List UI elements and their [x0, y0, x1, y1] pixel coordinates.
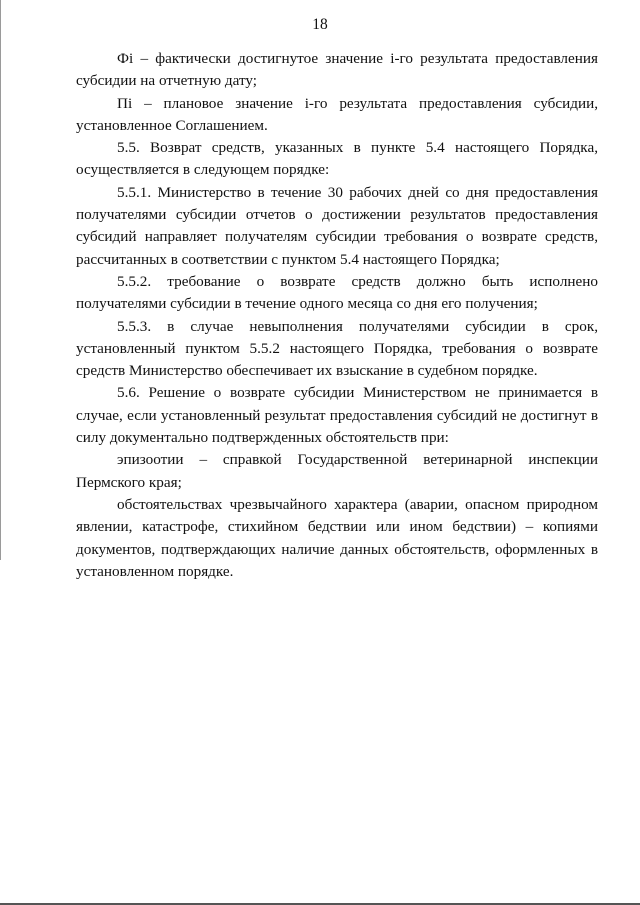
document-body: [76, 48, 598, 583]
paragraph-emergency: обстоятельствах чрезвычайного характера (аварии, опасном природном явлении, катастрофе, стихийном бедствии или ином бедствии) – копиями документов, подтверждающих наличие данных обстоятельств, оформленных в установленном порядке.: [76, 495, 598, 580]
paragraph-pi-definition: Пi – плановое значение i-го результата предоставления субсидии, установленное Соглашением.: [76, 94, 598, 134]
paragraph-epizootic: эпизоотии – справкой Государственной ветеринарной инспекции Пермского края;: [76, 451, 598, 491]
paragraph-5-5-2: 5.5.2. требование о возврате средств должно быть исполнено получателями субсидии в течение одного месяца со дня его получения;: [76, 272, 598, 313]
paragraph-5-5: 5.5. Возврат средств, указанных в пункте 5.4 настоящего Порядка, осуществляется в следующем порядке:: [76, 139, 598, 179]
paragraph-5-5-3: 5.5.3. в случае невыполнения получателями субсидии в срок, установленный пунктом 5.5.2 настоящего Порядка, требования о возврате средств Министерство обеспечивает их взыскание в судебном порядке.: [76, 317, 598, 380]
paragraph-5-6: 5.6. Решение о возврате субсидии Министерством не принимается в случае, если установленный результат предоставления субсидий не достигнут в силу документально подтвержденных обстоятельств при:: [76, 384, 598, 447]
paragraph-fi-definition: Фi – фактически достигнутое значение i-го результата предоставления субсидии на отчетную дату;: [76, 50, 598, 90]
page-number: 18: [312, 16, 328, 33]
scan-left-edge: [0, 0, 1, 560]
paragraph-5-5-1: 5.5.1. Министерство в течение 30 рабочих дней со дня предоставления получателями субсидии отчетов о достижении результатов предоставления субсидий направляет получателям субсидии требования о возврате средств, рассчитанных в соответствии с пунктом 5.4 настоящего Порядка;: [76, 183, 598, 268]
